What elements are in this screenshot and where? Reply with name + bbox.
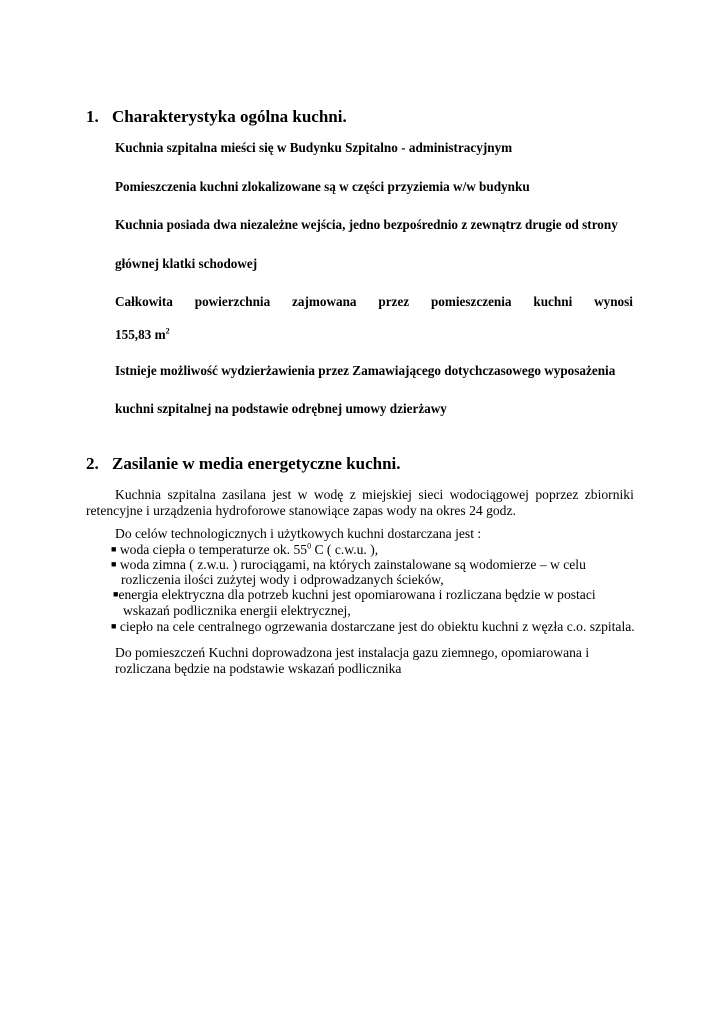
word: wodę [313, 487, 344, 502]
word: zasilana [222, 487, 266, 502]
s2-bullet-2-line-1 [111, 557, 586, 573]
s1-paragraph-4-area [115, 327, 170, 343]
s2-paragraph-1-line-1 [115, 487, 634, 503]
word: zajmowana [292, 294, 357, 309]
word: zbiorniki [584, 487, 634, 502]
word: przez [378, 294, 410, 309]
s2-bullet-2-line-2: rozliczenia ilości zużytej wody i odprowadzanych ścieków, [121, 572, 444, 587]
s1-paragraph-3-line-2: głównej klatki schodowej [115, 256, 258, 271]
word: sieci [418, 487, 444, 502]
word: jest [272, 487, 292, 502]
s2-gas-line-2: rozliczana będzie na podstawie wskazań podlicznika [115, 661, 402, 676]
word: z [349, 487, 356, 502]
word: w [297, 487, 308, 502]
s1-paragraph-5-line-2: kuchni szpitalnej na podstawie odrębnej umowy dzierżawy [115, 401, 447, 416]
area-value: 155,83 m [115, 327, 166, 342]
s1-paragraph-5-line-1: Istnieje możliwość wydzierżawienia przez Zamawiającego dotychczasowego wyposażenia [115, 363, 616, 378]
bullet-icon: ■ [113, 589, 119, 599]
s2-bullet-1 [111, 542, 378, 558]
degree-superscript: 0 [307, 541, 312, 551]
word: wodociągowej [449, 487, 529, 502]
section-2-title: Zasilanie w media energetyczne kuchni. [112, 454, 401, 473]
s2-bullet-3-line-1 [113, 587, 596, 603]
s1-paragraph-3-line-1: Kuchnia posiada dwa niezależne wejścia, jedno bezpośrednio z zewnątrz drugie od strony [115, 217, 618, 232]
bullet-3-text: energia elektryczna dla potrzeb kuchni jest opomiarowana i rozliczana będzie w postaci [118, 587, 596, 602]
s2-bullet-3-line-2: wskazań podlicznika energii elektrycznej, [123, 603, 351, 618]
section-2-number: 2. [86, 454, 99, 473]
word: Kuchnia [115, 487, 162, 502]
s1-paragraph-2: Pomieszczenia kuchni zlokalizowane są w części przyziemia w/w budynku [115, 179, 530, 194]
s2-paragraph-1-line-2: retencyjne i urządzenia hydroforowe stanowiące zapas wody na okres 24 godz. [86, 503, 516, 518]
word: Całkowita [115, 294, 173, 309]
word: poprzez [535, 487, 579, 502]
bullet-1-text-post: C ( c.w.u. ), [311, 542, 379, 557]
section-2-heading [86, 454, 401, 474]
word: kuchni [533, 294, 573, 309]
section-1-number: 1. [86, 107, 99, 126]
bullet-4-text: ciepło na cele centralnego ogrzewania dostarczane jest do obiektu kuchni z węzła c.o. szpitala. [119, 619, 635, 634]
bullet-icon: ■ [111, 544, 117, 554]
word: wynosi [594, 294, 633, 309]
bullet-icon: ■ [111, 621, 117, 631]
s1-paragraph-1: Kuchnia szpitalna mieści się w Budynku Szpitalno - administracyjnym [115, 140, 513, 155]
s2-intro: Do celów technologicznych i użytkowych kuchni dostarczana jest : [115, 526, 482, 541]
section-1-heading [86, 107, 347, 127]
word: pomieszczenia [430, 294, 512, 309]
word: powierzchnia [194, 294, 271, 309]
area-superscript: 2 [165, 326, 170, 336]
s1-paragraph-4-line-1 [115, 294, 633, 310]
bullet-icon: ■ [111, 559, 117, 569]
section-1-title: Charakterystyka ogólna kuchni. [112, 107, 347, 126]
word: szpitalna [167, 487, 216, 502]
s2-gas-line-1: Do pomieszczeń Kuchni doprowadzona jest instalacja gazu ziemnego, opomiarowana i [115, 645, 590, 660]
word: miejskiej [362, 487, 412, 502]
bullet-2-text: woda zimna ( z.w.u. ) rurociągami, na których zainstalowane są wodomierze – w celu [119, 557, 586, 572]
s2-bullet-4 [111, 619, 635, 635]
bullet-1-text-pre: woda ciepła o temperaturze ok. 55 [119, 542, 308, 557]
